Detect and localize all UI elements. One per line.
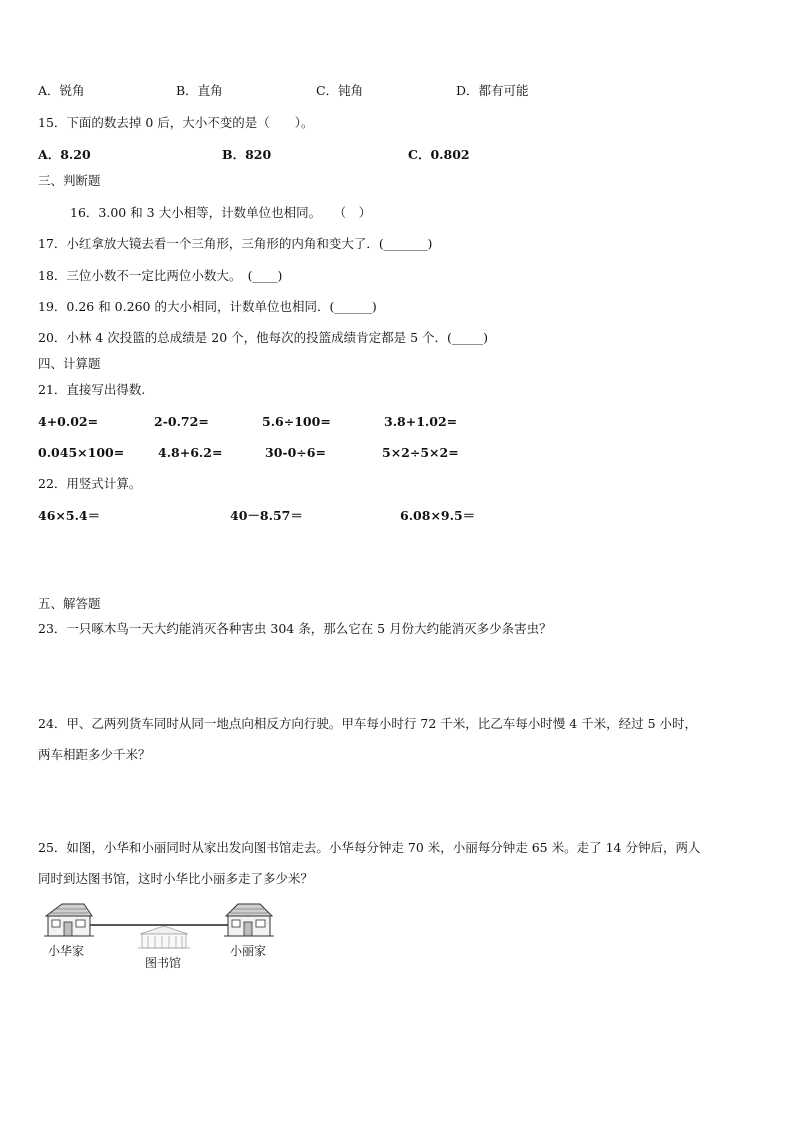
q21-text: 21．直接写出得数. (38, 382, 146, 397)
xiaoli-home-label: 小丽家 (230, 944, 267, 958)
section5-title: 五、解答题 (38, 596, 101, 611)
q23-text: 23．一只啄木鸟一天大约能消灭各种害虫 304 条，那么它在 5 月份大约能消灭多少条害虫？ (38, 621, 552, 636)
q14-option-a: A．锐角 (38, 83, 85, 98)
q22-expr: 46×5.4＝ (38, 508, 101, 523)
q15-option-b: B．820 (222, 147, 272, 162)
q15-option-a: A．8.20 (38, 147, 91, 162)
section3-title: 三、判断题 (38, 173, 101, 188)
section4-title: 四、计算题 (38, 356, 101, 371)
q14-option-d: D．都有可能 (456, 83, 529, 98)
q21-expr: 2-0.72= (154, 414, 209, 429)
xiaoli-house-icon (224, 904, 274, 936)
q22-text: 22．用竖式计算。 (38, 476, 142, 491)
library-label: 图书馆 (145, 956, 182, 970)
q20-text: 20．小林 4 次投篮的总成绩是 20 个，他每次的投篮成绩肯定都是 5 个．(_____) (38, 330, 489, 345)
q24-line2: 两车相距多少千米？ (38, 747, 151, 762)
q21-expr: 5×2÷5×2= (382, 445, 459, 460)
q19-text: 19．0.26 和 0.260 的大小相同，计数单位也相同．(______) (38, 299, 377, 314)
q21-expr: 30-0÷6= (265, 445, 326, 460)
q21-expr: 4.8+6.2= (158, 445, 223, 460)
q22-expr: 6.08×9.5＝ (400, 508, 476, 523)
q14-option-b: B．直角 (176, 83, 223, 98)
q18-text: 18．三位小数不一定比两位小数大。 (____) (38, 268, 283, 283)
q24-line1: 24．甲、乙两列货车同时从同一地点向相反方向行驶。甲车每小时行 72 千米，比乙车每小时慢 4 千米，经过 5 小时， (38, 716, 698, 731)
q16-text: 16．3.00 和 3 大小相等，计数单位也相同。 （ ） (70, 205, 372, 220)
library-icon (138, 926, 190, 948)
q21-expr: 0.045×100= (38, 445, 125, 460)
q21-expr: 5.6÷100= (262, 414, 331, 429)
q21-expr: 3.8+1.02= (384, 414, 458, 429)
q21-expr: 4+0.02= (38, 414, 99, 429)
q25-line2: 同时到达图书馆，这时小华比小丽多走了多少米？ (38, 871, 314, 886)
q14-option-c: C．钝角 (316, 83, 364, 98)
xiaohua-home-label: 小华家 (48, 944, 85, 958)
q15-option-c: C．0.802 (408, 147, 470, 162)
q22-expr: 40－8.57＝ (230, 508, 303, 523)
q15-text: 15．下面的数去掉 0 后，大小不变的是（ ）。 (38, 115, 314, 130)
q25-line1: 25．如图，小华和小丽同时从家出发向图书馆走去。小华每分钟走 70 米，小丽每分钟走 65 米。走了 14 分钟后，两人 (38, 840, 701, 855)
q17-text: 17．小红拿放大镜去看一个三角形，三角形的内角和变大了．(_______) (38, 236, 433, 251)
xiaohua-house-icon (44, 904, 94, 936)
